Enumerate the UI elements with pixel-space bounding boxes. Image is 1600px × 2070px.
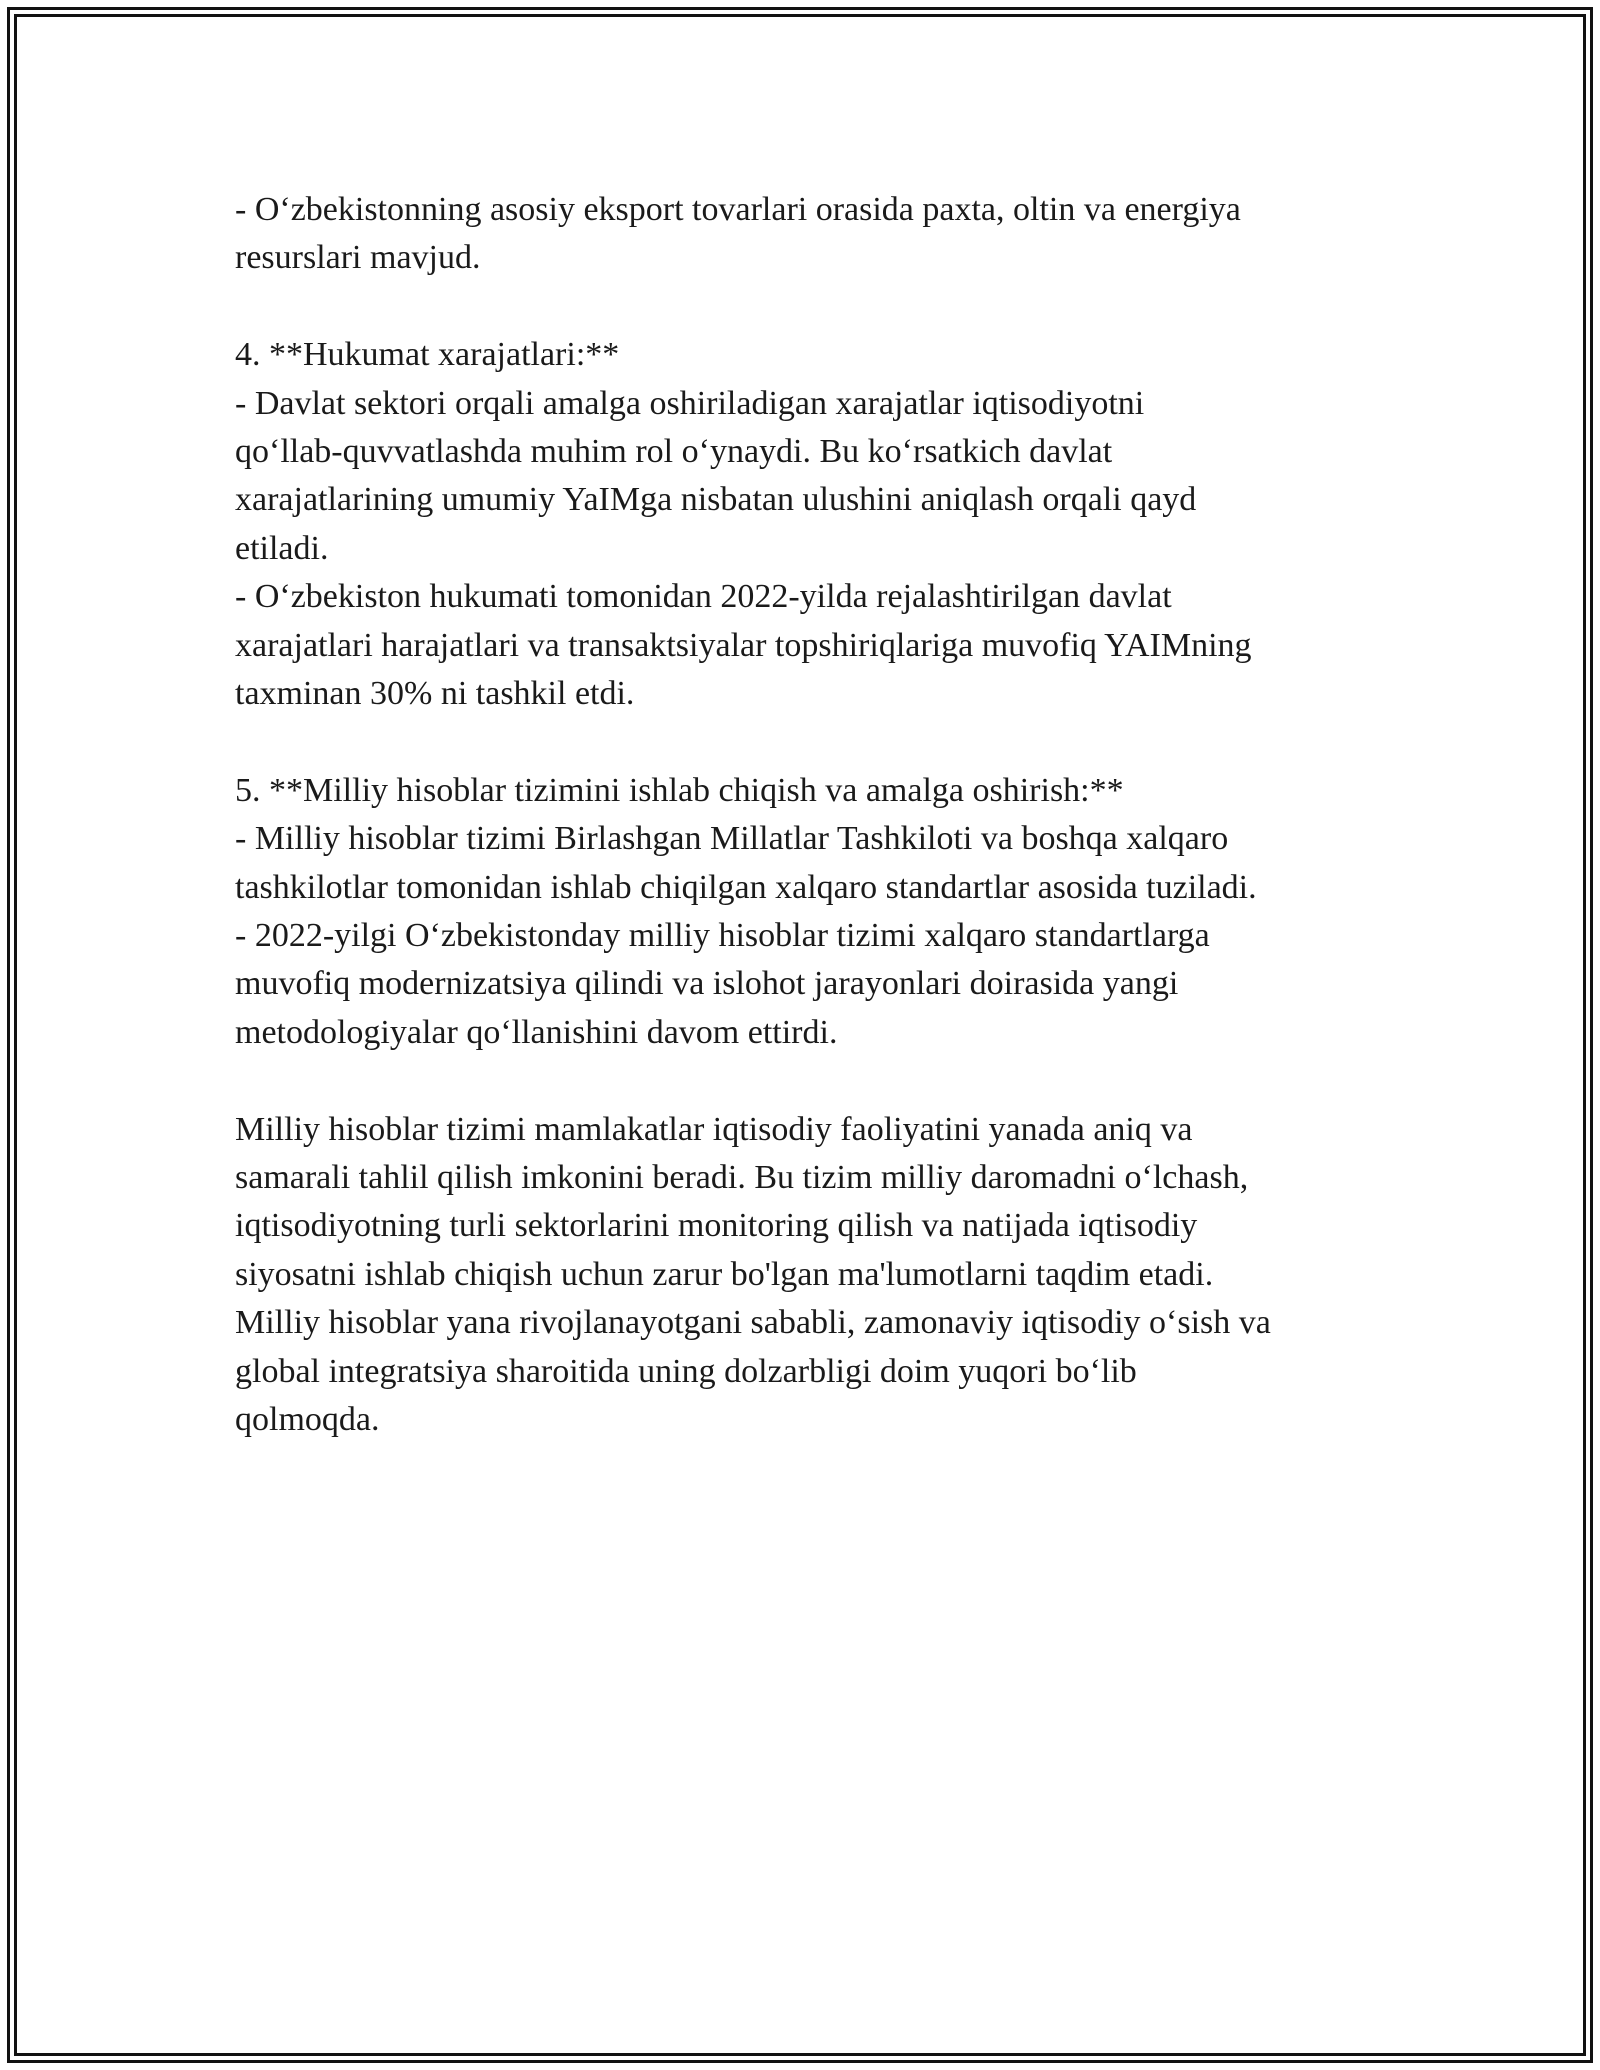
section-5-bullet-1: - Milliy hisoblar tizimi Birlashgan Millatlar Tashkiloti va boshqa xalqaro tashkilotlar tomonidan ishlab chiqilgan xalqaro standartlar asosida tuziladi. — [235, 820, 1257, 906]
export-bullet-paragraph: - O‘zbekistonning asosiy eksport tovarlari orasida paxta, oltin va energiya resurslari mavjud. — [235, 191, 1241, 277]
section-4-bullet-2: - O‘zbekiston hukumati tomonidan 2022-yilda rejalashtirilgan davlat xarajatlari harajatlari va transaktsiyalar topshiriqlariga muvofiq YAIMning taxminan 30% ni tashkil etdi. — [235, 578, 1252, 713]
section-5-bullet-2: - 2022-yilgi O‘zbekistonday milliy hisoblar tizimi xalqaro standartlarga muvofiq modernizatsiya qilindi va islohot jarayonlari doirasida yangi metodologiyalar qo‘llanishini davom ettirdi. — [235, 917, 1210, 1051]
paragraph-spacer — [235, 1057, 1375, 1105]
document-body — [235, 186, 1375, 1445]
paragraph-spacer — [235, 283, 1375, 331]
paragraph-spacer — [235, 718, 1375, 766]
section-4-bullet-1: - Davlat sektori orqali amalga oshiriladigan xarajatlar iqtisodiyotni qo‘llab-quvvatlashda muhim rol o‘ynaydi. Bu ko‘rsatkich davlat xarajatlarining umumiy YaIMga nisbatan ulushini aniqlash orqali qayd etiladi. — [235, 384, 1197, 567]
section-4-heading: 4. **Hukumat xarajatlari:** — [235, 336, 620, 374]
conclusion-paragraph: Milliy hisoblar tizimi mamlakatlar iqtisodiy faoliyatini yanada aniq va samarali tahlil qilish imkonini beradi. Bu tizim milliy daromadni o‘lchash, iqtisodiyotning turli sektorlarini monitoring qilish va natijada iqtisodiy siyosatni ishlab chiqish uchun zarur bo'lgan ma'lumotlarni taqdim etadi. Milliy hisoblar yana rivojlanayotgani sababli, zamonaviy iqtisodiy o‘sish va global integratsiya sharoitida uning dolzarbligi doim yuqori bo‘lib qolmoqda. — [235, 1110, 1271, 1439]
section-5-heading: 5. **Milliy hisoblar tizimini ishlab chiqish va amalga oshirish:** — [235, 771, 1124, 809]
